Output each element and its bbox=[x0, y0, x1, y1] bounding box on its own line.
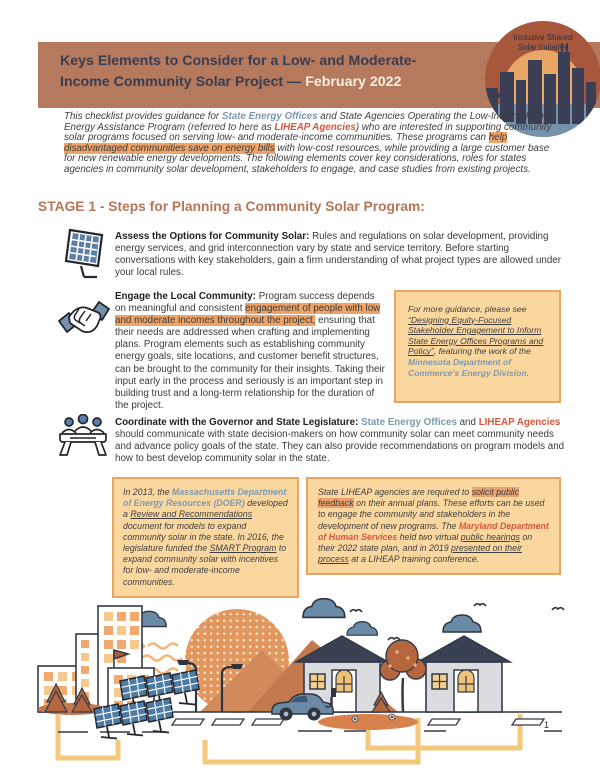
inline-link[interactable]: Review and Recommendations bbox=[130, 509, 253, 520]
text-segment: on their 2022 state plan, and in 2019 bbox=[318, 531, 533, 554]
stage-heading: STAGE 1 - Steps for Planning a Community Solar Program: bbox=[38, 199, 425, 214]
text-segment: should communicate with state decision-makers on how community solar can meet community needs and advance policy goals of the state. They can also provide recommendations on program models and how to best develop community solar in the state. bbox=[115, 429, 565, 465]
meeting-icon bbox=[54, 414, 112, 458]
title-line1: Keys Elements to Consider for a Low- and Moderate- bbox=[60, 53, 417, 69]
text-segment: solicit public feedback bbox=[318, 487, 520, 509]
text-segment: at a LIHEAP training conference. bbox=[348, 554, 480, 565]
inline-link[interactable]: “Designing Equity-Focused Stakeholder Engagement to Inform State Energy Offices Programs and Policy” bbox=[408, 314, 544, 357]
text-segment: Coordinate with the Governor and State Legislature: bbox=[115, 417, 359, 428]
bullet-engage-community bbox=[115, 291, 385, 412]
title-date: February 2022 bbox=[305, 74, 402, 91]
text-segment: Minnesota Department of Commerce's Energy Division bbox=[408, 356, 527, 378]
bullet-coordinate-legislature bbox=[115, 417, 567, 465]
solar-panel-icon bbox=[58, 228, 110, 284]
case-study-box-maryland bbox=[306, 477, 561, 575]
text-segment: with low-cost resources, while providing a large customer base for new renewable energy developments. The following elements cover key considerations, roles for states agencies in community solar development, stakeholders to engage, and case studies from existing projects. bbox=[64, 142, 550, 175]
guidance-callout-box bbox=[394, 290, 561, 403]
inline-link[interactable]: presented on their process bbox=[318, 543, 522, 565]
text-segment: Massachusetts Department of Energy Resources (DOER) bbox=[123, 487, 287, 509]
text-segment: In 2013, the bbox=[123, 487, 172, 497]
community-solar-illustration bbox=[0, 598, 600, 776]
garden-mound bbox=[318, 714, 418, 730]
text-segment: . bbox=[526, 367, 529, 378]
inline-link[interactable]: public hearings bbox=[460, 531, 520, 542]
text-segment: document for models to expand community solar in the state. In 2016, the legislature funded the bbox=[123, 520, 284, 554]
text-segment: State Energy Offices bbox=[361, 417, 457, 428]
inline-link[interactable]: SMART Program bbox=[209, 543, 277, 554]
text-segment: This checklist provides guidance for bbox=[64, 111, 222, 122]
text-segment: State Energy Offices bbox=[221, 111, 318, 122]
text-segment: LIHEAP Agencies bbox=[478, 417, 561, 428]
bullet-assess-options bbox=[115, 231, 565, 279]
text-segment: Assess the Options for Community Solar: bbox=[115, 231, 310, 242]
text-segment: Engage the Local Community: bbox=[115, 291, 256, 302]
text-segment: Maryland Department of Human Services bbox=[318, 520, 549, 542]
tree bbox=[380, 640, 426, 712]
charger-plug bbox=[331, 688, 336, 697]
text-segment: LIHEAP Agencies bbox=[274, 121, 356, 133]
text-segment: Rules and regulations on solar development, providing energy services, and grid interconnection vary by state and service territory. Before starting conversations with key stakeholders, gain a firm understanding of what project types are allowed under your local rules. bbox=[115, 231, 562, 279]
text-segment: developed a bbox=[123, 498, 288, 520]
title-line2: Income Community Solar Project — bbox=[60, 74, 306, 91]
text-segment: engagement of people with low and moderate incomes throughout the project, bbox=[115, 303, 381, 327]
text-segment: and bbox=[456, 417, 479, 428]
text-segment: State LIHEAP agencies are required to bbox=[318, 487, 472, 497]
text-segment: and State Agencies Operating the Low-Income Home Energy Assistance Program (referred to here as bbox=[64, 111, 552, 133]
text-segment: ) who are interested in supporting community solar programs focused on serving low- and moderate-income communities. These programs can bbox=[64, 121, 552, 143]
text-segment: ensuring that their needs are addressed when crafting and implementing plans. Program elements such as establishing community energy goals, site locations, and customer benefit structures, can be brought to the community for their insights. Taking their input early in the process and seriously is an important step in building trust and a long-term relationship for the duration of the project. bbox=[115, 315, 385, 411]
handshake-icon bbox=[57, 293, 111, 343]
text-segment: on their annual plans. These efforts can be used to engage the community and stakeholders in the development of new programs. The bbox=[318, 498, 545, 531]
clouds bbox=[132, 599, 481, 636]
case-study-box-massachusetts bbox=[112, 477, 299, 598]
text-segment: , featuring the work of the bbox=[433, 346, 531, 357]
text-segment: Program success depends on meaningful and consistent bbox=[115, 291, 375, 315]
badge-text: Inclusive Shared Solar Initiative bbox=[513, 33, 573, 53]
text-segment: help disadvantaged communities save on energy bills bbox=[64, 132, 508, 154]
page-number: 1 bbox=[544, 720, 550, 730]
intro-paragraph bbox=[64, 112, 561, 175]
house-2 bbox=[418, 636, 510, 712]
page-title bbox=[60, 51, 416, 94]
text-segment: For more guidance, please see bbox=[408, 304, 527, 314]
text-segment: to expand community solar with incentives for low- and moderate-income communities. bbox=[123, 543, 287, 587]
text-segment: held two virtual bbox=[397, 531, 461, 542]
